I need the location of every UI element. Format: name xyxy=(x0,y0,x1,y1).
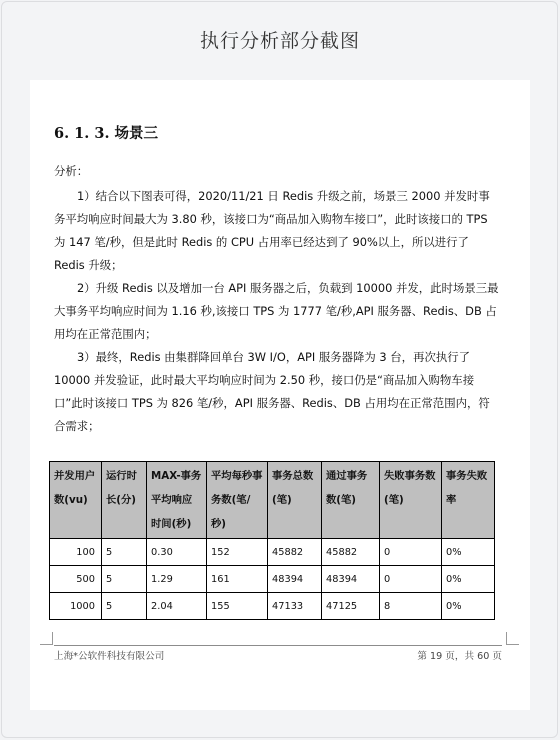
paragraph-3: 3）最终，Redis 由集群降回单台 3W I/O，API 服务器降为 3 台，再次执行了 10000 并发验证，此时最大平均响应时间为 2.50 秒，接口仍是“商品加入购物车接口”此时该接口 TPS 为 826 笔/秒，API 服务器、Redis、DB 占用均在正常范围内，符合需求； xyxy=(54,350,490,433)
table-header-row xyxy=(50,462,495,539)
table-cell: 0% xyxy=(442,539,495,566)
performance-table xyxy=(49,461,495,620)
table-cell: 5 xyxy=(102,539,147,566)
table-cell: 1.29 xyxy=(147,566,207,593)
table-cell: 45882 xyxy=(268,539,322,566)
table-cell: 1000 xyxy=(50,593,102,620)
table-cell: 0% xyxy=(442,593,495,620)
table-cell: 0.30 xyxy=(147,539,207,566)
table-cell: 48394 xyxy=(322,566,380,593)
table-cell: 8 xyxy=(380,593,442,620)
table-cell: 100 xyxy=(50,539,102,566)
table-cell: 5 xyxy=(102,593,147,620)
table-cell: 155 xyxy=(207,593,268,620)
table-cell: 0 xyxy=(380,566,442,593)
table-row xyxy=(50,593,495,620)
table-cell: 500 xyxy=(50,566,102,593)
table-cell: 48394 xyxy=(268,566,322,593)
col-header-max-response: MAX-事务平均响应时间(秒) xyxy=(147,462,207,539)
col-header-failed-transactions: 失败事务数(笔) xyxy=(380,462,442,539)
analysis-label: 分析： xyxy=(54,164,89,178)
page-title: 执行分析部分截图 xyxy=(199,30,360,52)
table-cell: 47133 xyxy=(268,593,322,620)
table-row xyxy=(50,539,495,566)
col-header-passed-transactions: 通过事务数(笔) xyxy=(322,462,380,539)
footer-company: 上海*公软件科技有限公司 xyxy=(54,651,165,662)
col-header-failure-rate: 事务失败率 xyxy=(442,462,495,539)
table-row xyxy=(50,566,495,593)
section-heading: 6. 1. 3. 场景三 xyxy=(54,125,159,142)
col-header-total-transactions: 事务总数(笔) xyxy=(268,462,322,539)
paragraph-2: 2）升级 Redis 以及增加一台 API 服务器之后，负载到 10000 并发，此时场景三最大事务平均响应时间为 1.16 秒,该接口 TPS 为 1777 笔/秒,API 服务器、Redis、DB 占用均在正常范围内； xyxy=(54,281,499,341)
col-header-concurrency: 并发用户数(vu) xyxy=(50,462,102,539)
table-cell: 47125 xyxy=(322,593,380,620)
table-cell: 152 xyxy=(207,539,268,566)
crop-mark-left xyxy=(40,632,53,645)
table-cell: 45882 xyxy=(322,539,380,566)
table-cell: 0% xyxy=(442,566,495,593)
footer-page-number: 第 19 页，共 60 页 xyxy=(417,651,502,662)
table-cell: 161 xyxy=(207,566,268,593)
col-header-duration: 运行时长(分) xyxy=(102,462,147,539)
table-cell: 5 xyxy=(102,566,147,593)
footer-divider xyxy=(54,645,502,646)
paragraph-1: 1）结合以下图表可得，2020/11/21 日 Redis 升级之前，场景三 2000 并发时事务平均响应时间最大为 3.80 秒，该接口为“商品加入购物车接口”，此时该接口的 TPS 为 147 笔/秒，但是此时 Redis 的 CPU 占用率已经达到了 90%以上，所以进行了 Redis 升级； xyxy=(54,189,490,272)
table-cell: 2.04 xyxy=(147,593,207,620)
document-page xyxy=(30,80,530,710)
table-cell: 0 xyxy=(380,539,442,566)
crop-mark-right xyxy=(506,632,519,645)
col-header-tps: 平均每秒事务数(笔/秒) xyxy=(207,462,268,539)
